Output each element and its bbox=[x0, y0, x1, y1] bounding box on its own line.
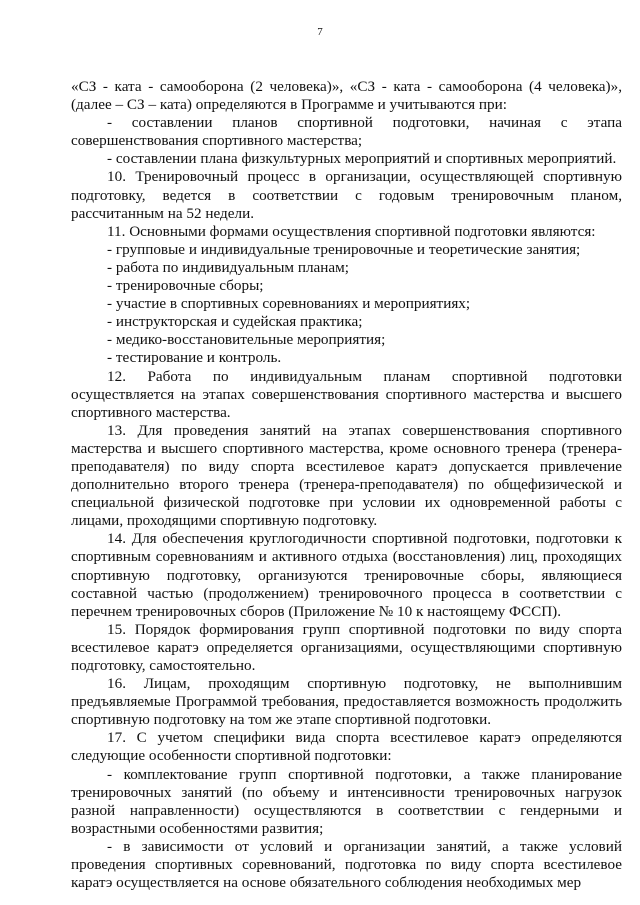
clause-14: 14. Для обеспечения круглогодичности спортивной подготовки, подготовки к спортивным соревнованиям и активного отдыха (восстановления) лиц, проходящих спортивную подготовку, организуются тренировочные сборы, являющиеся составной частью (продолжением) тренировочного процесса в соответствии с перечнем тренировочных сборов (Приложение № 10 к настоящему ФССП). bbox=[71, 530, 622, 620]
list-item: - тренировочные сборы; bbox=[107, 277, 264, 295]
clause-10: 10. Тренировочный процесс в организации, осуществляющей спортивную подготовку, ведется в соответствии с годовым тренировочным планом, рассчитанным на 52 недели. bbox=[71, 168, 622, 222]
list-item: - инструкторская и судейская практика; bbox=[107, 313, 363, 331]
clause-15: 15. Порядок формирования групп спортивной подготовки по виду спорта всестилевое каратэ определяется организациями, осуществляющими спортивную подготовку, самостоятельно. bbox=[71, 620, 622, 674]
list-item: - медико-восстановительные мероприятия; bbox=[107, 331, 386, 349]
list-item: - составлении планов спортивной подготовки, начиная с этапа совершенствования спортивного мастерства; bbox=[71, 114, 622, 150]
clause-11: 11. Основными формами осуществления спортивной подготовки являются: bbox=[107, 222, 596, 240]
paragraph-continuation: «СЗ - ката - самооборона (2 человека)», «СЗ - ката - самооборона (4 человека)», (далее – СЗ – ката) определяются в Программе и учитываются при: bbox=[71, 78, 622, 114]
list-item: - тестирование и контроль. bbox=[107, 349, 282, 367]
list-item: - в зависимости от условий и организации занятий, а также условий проведения спортивных соревнований, подготовка по виду спорта всестилевое каратэ осуществляется на основе обязательного соблюдения необходимых мер bbox=[71, 837, 622, 892]
clause-13: 13. Для проведения занятий на этапах совершенствования спортивного мастерства и высшего спортивного мастерства, кроме основного тренера (тренера-преподавателя) по виду спорта всестилевое каратэ допускается привлечение дополнительно второго тренера (тренера-преподавателя) по общефизической и специальной физической подготовке при условии их одновременной работы с лицами, проходящими спортивную подготовку. bbox=[71, 421, 622, 530]
document-body bbox=[71, 78, 622, 892]
clause-12: 12. Работа по индивидуальным планам спортивной подготовки осуществляется на этапах совершенствования спортивного мастерства и высшего спортивного мастерства. bbox=[71, 367, 622, 421]
list-item: - составлении плана физкультурных мероприятий и спортивных мероприятий. bbox=[107, 150, 617, 168]
list-item: - участие в спортивных соревнованиях и мероприятиях; bbox=[107, 295, 471, 313]
list-item: - работа по индивидуальным планам; bbox=[107, 258, 349, 276]
list-item: - групповые и индивидуальные тренировочные и теоретические занятия; bbox=[107, 240, 581, 258]
clause-17: 17. С учетом специфики вида спорта всестилевое каратэ определяются следующие особенности спортивной подготовки: bbox=[71, 729, 622, 765]
clause-16: 16. Лицам, проходящим спортивную подготовку, не выполнившим предъявляемые Программой требования, предоставляется возможность продолжить спортивную подготовку на том же этапе спортивной подготовки. bbox=[71, 675, 622, 729]
list-item: - комплектование групп спортивной подготовки, а также планирование тренировочных занятий (по объему и интенсивности тренировочных нагрузок разной направленности) осуществляются в соответствии с гендерными и возрастными особенностями развития; bbox=[71, 765, 622, 837]
page-number: 7 bbox=[317, 26, 323, 38]
